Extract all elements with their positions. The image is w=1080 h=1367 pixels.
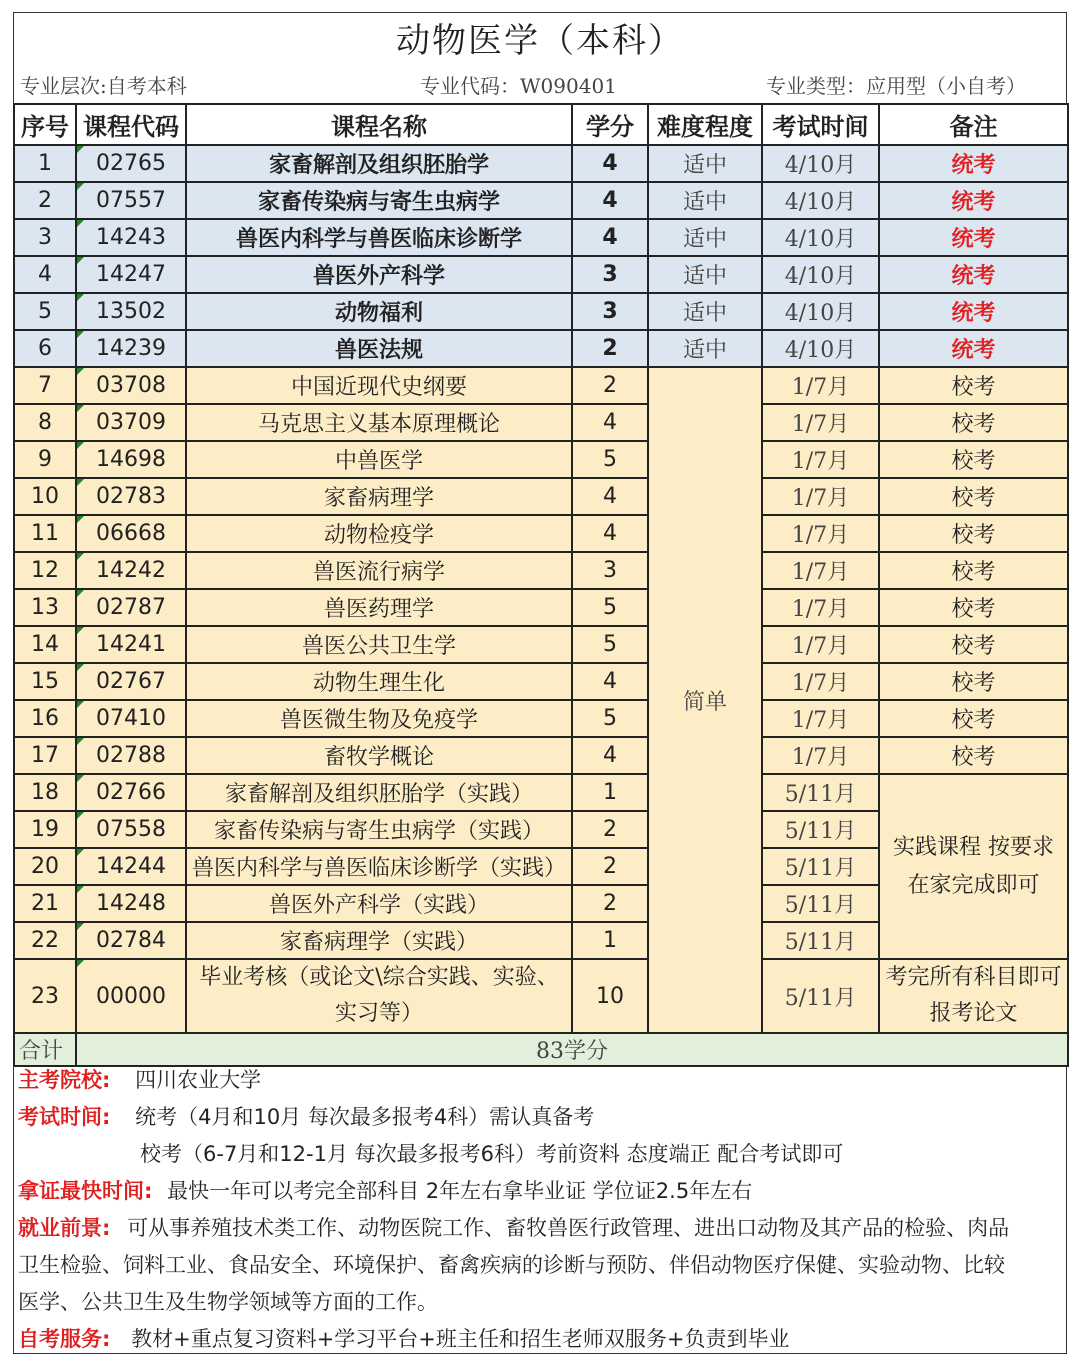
row-seq: 3 [14, 219, 76, 256]
row-name [186, 959, 572, 1033]
row-difficulty: 适中 [648, 182, 762, 219]
row-name: 畜牧学概论 [186, 737, 572, 774]
row-credit: 5 [572, 589, 648, 626]
thesis-note-line1: 考完所有科目即可 [885, 965, 1062, 990]
row-seq: 21 [14, 885, 76, 922]
row-name: 兽医微生物及免疫学 [186, 700, 572, 737]
header-note: 备注 [879, 104, 1068, 145]
row-note: 统考 [879, 182, 1068, 219]
row-credit: 1 [572, 774, 648, 811]
row-name: 家畜病理学（实践） [186, 922, 572, 959]
row-credit: 4 [572, 478, 648, 515]
table-row [14, 552, 1068, 589]
row-time: 5/11月 [762, 774, 879, 811]
row-note: 统考 [879, 330, 1068, 367]
row-seq: 8 [14, 404, 76, 441]
info-exam [18, 1099, 594, 1136]
row-time: 4/10月 [762, 182, 879, 219]
row-code: 03708 [76, 367, 186, 404]
header-code: 课程代码 [76, 104, 186, 145]
row-difficulty: 适中 [648, 219, 762, 256]
row-seq: 16 [14, 700, 76, 737]
row-time: 4/10月 [762, 219, 879, 256]
row-seq: 12 [14, 552, 76, 589]
row-credit: 2 [572, 811, 648, 848]
service-value: 教材+重点复习资料+学习平台+班主任和招生老师双服务+负责到毕业 [131, 1327, 790, 1351]
row-note: 校考 [879, 515, 1068, 552]
row-code: 14248 [76, 885, 186, 922]
row-time: 1/7月 [762, 663, 879, 700]
table-row [14, 589, 1068, 626]
row-name: 动物检疫学 [186, 515, 572, 552]
row-note: 校考 [879, 478, 1068, 515]
exam-label: 考试时间: [18, 1105, 111, 1129]
row-time: 1/7月 [762, 626, 879, 663]
school-label: 主考院校: [18, 1068, 111, 1092]
row-time: 1/7月 [762, 737, 879, 774]
row-seq: 18 [14, 774, 76, 811]
row-seq: 22 [14, 922, 76, 959]
row-time: 1/7月 [762, 478, 879, 515]
table-row [14, 441, 1068, 478]
row-code: 03709 [76, 404, 186, 441]
practice-note-line2: 在家完成即可 [907, 872, 1040, 898]
major-type: 专业类型：应用型（小自考） [766, 74, 1026, 98]
info-service [18, 1321, 789, 1358]
row-time: 4/10月 [762, 293, 879, 330]
row-name: 家畜传染病与寄生虫病学（实践） [186, 811, 572, 848]
row-difficulty: 适中 [648, 145, 762, 182]
row-note [879, 959, 1068, 1033]
row-credit: 10 [572, 959, 648, 1033]
row-credit: 5 [572, 700, 648, 737]
row-name: 中国近现代史纲要 [186, 367, 572, 404]
thesis-note-line2: 报考论文 [929, 1001, 1018, 1026]
row-name: 兽医公共卫生学 [186, 626, 572, 663]
row-name: 家畜病理学 [186, 478, 572, 515]
row-code: 02784 [76, 922, 186, 959]
row-code: 02783 [76, 478, 186, 515]
row-code: 13502 [76, 293, 186, 330]
row-credit: 1 [572, 922, 648, 959]
table-row [14, 404, 1068, 441]
row-note: 统考 [879, 256, 1068, 293]
row-note: 统考 [879, 219, 1068, 256]
fast-value: 最快一年可以考完全部科目 2年左右拿毕业证 学位证2.5年左右 [167, 1179, 753, 1203]
row-code: 14698 [76, 441, 186, 478]
row-seq: 7 [14, 367, 76, 404]
row-time: 1/7月 [762, 441, 879, 478]
difficulty-simple-merged: 简单 [648, 367, 762, 1033]
row-credit: 2 [572, 330, 648, 367]
row-note: 校考 [879, 367, 1068, 404]
row-credit: 4 [572, 515, 648, 552]
practice-note-merged [879, 774, 1068, 959]
row-time: 5/11月 [762, 922, 879, 959]
table-row [14, 663, 1068, 700]
header-seq: 序号 [14, 104, 76, 145]
table-row [14, 293, 1068, 330]
row-seq: 15 [14, 663, 76, 700]
row-credit: 5 [572, 441, 648, 478]
major-code: 专业代码：W090401 [420, 74, 617, 98]
row-credit: 3 [572, 293, 648, 330]
row-seq: 23 [14, 959, 76, 1033]
row-time: 5/11月 [762, 848, 879, 885]
row-credit: 4 [572, 404, 648, 441]
row-credit: 3 [572, 256, 648, 293]
row-name: 兽医外产科学（实践） [186, 885, 572, 922]
career-line2: 卫生检验、饲料工业、食品安全、环境保护、畜禽疾病的诊断与预防、伴侣动物医疗保健、实验动物、比较 [18, 1253, 1005, 1277]
row-credit: 4 [572, 663, 648, 700]
row-time: 4/10月 [762, 330, 879, 367]
table-row [14, 737, 1068, 774]
career-line1: 可从事养殖技术类工作、动物医院工作、畜牧兽医行政管理、进出口动物及其产品的检验、肉品 [127, 1216, 1010, 1240]
table-row [14, 330, 1068, 367]
row-name: 家畜解剖及组织胚胎学（实践） [186, 774, 572, 811]
row-name: 兽医药理学 [186, 589, 572, 626]
row-seq: 17 [14, 737, 76, 774]
row-time: 1/7月 [762, 404, 879, 441]
thesis-name-line2: 实习等） [334, 1001, 423, 1026]
table-row [14, 774, 1068, 811]
row-name: 兽医外产科学 [186, 256, 572, 293]
table-row [14, 182, 1068, 219]
row-code: 07558 [76, 811, 186, 848]
row-code: 14241 [76, 626, 186, 663]
row-note: 校考 [879, 404, 1068, 441]
fast-label: 拿证最快时间: [18, 1179, 153, 1203]
row-code: 14244 [76, 848, 186, 885]
row-seq: 5 [14, 293, 76, 330]
row-note: 校考 [879, 663, 1068, 700]
row-note: 校考 [879, 626, 1068, 663]
row-time: 5/11月 [762, 885, 879, 922]
header-credit: 学分 [572, 104, 648, 145]
row-seq: 19 [14, 811, 76, 848]
info-fast [18, 1173, 752, 1210]
row-time: 1/7月 [762, 515, 879, 552]
row-time: 4/10月 [762, 145, 879, 182]
exam-line2: 校考（6-7月和12-1月 每次最多报考6科）考前资料 态度端正 配合考试即可 [140, 1142, 844, 1166]
row-note: 统考 [879, 293, 1068, 330]
table-row [14, 700, 1068, 737]
row-name: 动物生理生化 [186, 663, 572, 700]
row-difficulty: 适中 [648, 330, 762, 367]
row-note: 校考 [879, 441, 1068, 478]
row-time: 5/11月 [762, 811, 879, 848]
row-seq: 11 [14, 515, 76, 552]
row-credit: 4 [572, 182, 648, 219]
row-difficulty: 适中 [648, 293, 762, 330]
row-seq: 10 [14, 478, 76, 515]
row-code: 02767 [76, 663, 186, 700]
row-time: 1/7月 [762, 589, 879, 626]
info-school [18, 1062, 261, 1099]
row-time: 4/10月 [762, 256, 879, 293]
major-level: 专业层次:自考本科 [20, 74, 187, 98]
row-code: 00000 [76, 959, 186, 1033]
header-difficulty: 难度程度 [648, 104, 762, 145]
row-note: 校考 [879, 700, 1068, 737]
row-seq: 20 [14, 848, 76, 885]
row-note: 校考 [879, 552, 1068, 589]
table-row [14, 626, 1068, 663]
row-name: 中兽医学 [186, 441, 572, 478]
row-seq: 6 [14, 330, 76, 367]
row-code: 14239 [76, 330, 186, 367]
row-seq: 4 [14, 256, 76, 293]
table-row [14, 515, 1068, 552]
row-credit: 2 [572, 848, 648, 885]
row-code: 02766 [76, 774, 186, 811]
row-seq: 13 [14, 589, 76, 626]
row-time: 5/11月 [762, 959, 879, 1033]
total-value: 83学分 [76, 1033, 1068, 1066]
school-value: 四川农业大学 [135, 1068, 262, 1092]
row-seq: 1 [14, 145, 76, 182]
row-time: 1/7月 [762, 367, 879, 404]
row-seq: 9 [14, 441, 76, 478]
row-credit: 2 [572, 367, 648, 404]
info-career [18, 1210, 1009, 1247]
row-seq: 2 [14, 182, 76, 219]
row-code: 02765 [76, 145, 186, 182]
row-seq: 14 [14, 626, 76, 663]
row-name: 兽医法规 [186, 330, 572, 367]
row-credit: 4 [572, 737, 648, 774]
row-name: 家畜传染病与寄生虫病学 [186, 182, 572, 219]
table-row [14, 256, 1068, 293]
career-label: 就业前景: [18, 1216, 111, 1240]
career-line3: 医学、公共卫生及生物学领域等方面的工作。 [18, 1290, 438, 1314]
row-name: 兽医流行病学 [186, 552, 572, 589]
row-name: 兽医内科学与兽医临床诊断学 [186, 219, 572, 256]
table-row [14, 145, 1068, 182]
practice-note-line1: 实践课程 按要求 [893, 834, 1054, 860]
row-credit: 5 [572, 626, 648, 663]
row-name: 家畜解剖及组织胚胎学 [186, 145, 572, 182]
row-code: 07557 [76, 182, 186, 219]
row-name: 马克思主义基本原理概论 [186, 404, 572, 441]
row-time: 1/7月 [762, 700, 879, 737]
row-name: 动物福利 [186, 293, 572, 330]
row-code: 02788 [76, 737, 186, 774]
row-name: 兽医内科学与兽医临床诊断学（实践） [186, 848, 572, 885]
row-code: 07410 [76, 700, 186, 737]
row-code: 14247 [76, 256, 186, 293]
row-credit: 2 [572, 885, 648, 922]
header-name: 课程名称 [186, 104, 572, 145]
exam-line1: 统考（4月和10月 每次最多报考4科）需认真备考 [135, 1105, 595, 1129]
row-time: 1/7月 [762, 552, 879, 589]
row-note: 校考 [879, 589, 1068, 626]
row-credit: 3 [572, 552, 648, 589]
row-code: 06668 [76, 515, 186, 552]
row-code: 14242 [76, 552, 186, 589]
table-row [14, 219, 1068, 256]
row-note: 校考 [879, 737, 1068, 774]
table-row-thesis [14, 959, 1068, 1033]
table-row [14, 478, 1068, 515]
row-code: 02787 [76, 589, 186, 626]
row-difficulty: 适中 [648, 256, 762, 293]
service-label: 自考服务: [18, 1327, 111, 1351]
row-note: 统考 [879, 145, 1068, 182]
course-table [13, 103, 1069, 1067]
table-row [14, 367, 1068, 404]
page-title: 动物医学（本科） [396, 21, 684, 61]
row-code: 14243 [76, 219, 186, 256]
row-credit: 4 [572, 145, 648, 182]
header-time: 考试时间 [762, 104, 879, 145]
thesis-name-line1: 毕业考核（或论文\综合实践、实验、 [199, 965, 559, 990]
total-label: 合计 [14, 1033, 76, 1066]
row-credit: 4 [572, 219, 648, 256]
table-header-row [14, 104, 1068, 145]
